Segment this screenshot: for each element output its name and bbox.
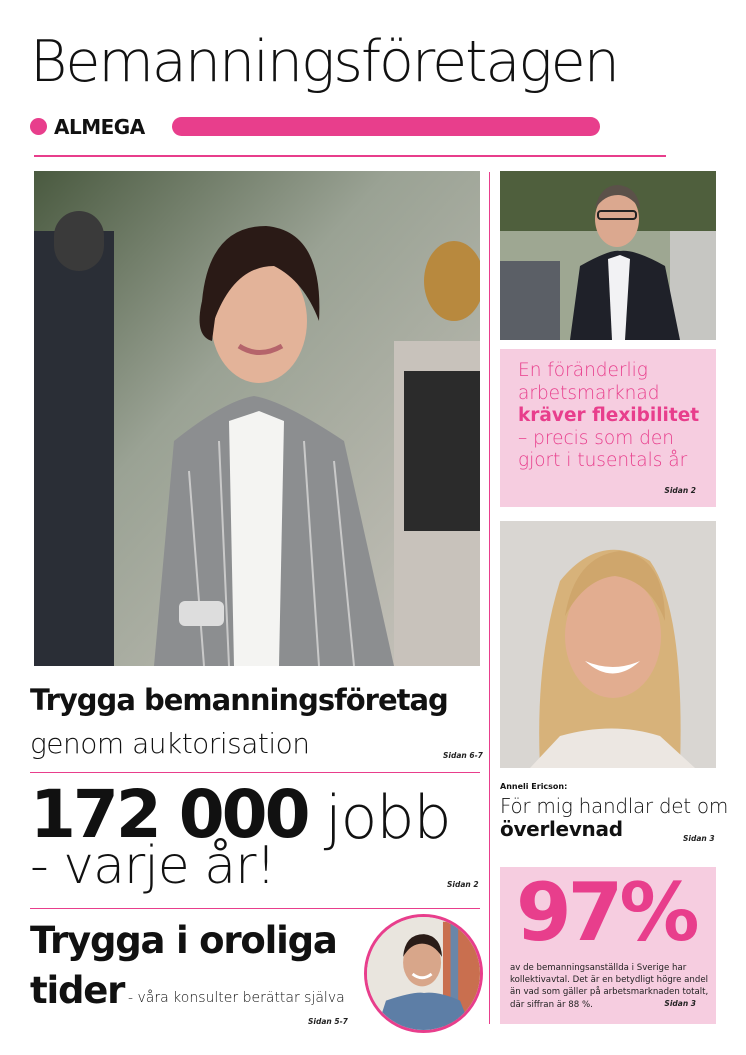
column-divider (489, 172, 490, 1024)
quote-bold: överlevnad (500, 817, 623, 841)
quote-source: Sidan 3 (683, 834, 715, 843)
person-name: Anneli Ericson: (500, 782, 568, 791)
stat-value: 97% (516, 866, 696, 959)
story-b-word: jobb (325, 783, 451, 853)
story-c-source: Sidan 5-7 (308, 1017, 348, 1026)
stat-box (500, 867, 716, 1024)
quote-lead: För mig handlar det om (500, 794, 729, 818)
story-c-headline-line1: Trygga i oroliga (30, 919, 337, 962)
story-b-number: 172 000 (30, 776, 308, 853)
brand-logo: ALMEGA (54, 115, 145, 139)
teaser-box (500, 349, 716, 507)
stat-source: Sidan 3 (664, 999, 696, 1008)
story-a-headline: Trygga bemanningsföretag (30, 683, 448, 717)
teaser-source: Sidan 2 (664, 486, 696, 495)
story-c-tagline: - våra konsulter berättar själva (128, 990, 345, 1006)
brand-dot (30, 118, 47, 135)
man-photo (500, 171, 716, 340)
masthead-title: Bemanningsföretagen (30, 29, 618, 95)
story-divider (30, 772, 480, 773)
main-photo (34, 171, 480, 666)
brand-bar (30, 115, 600, 139)
woman-photo (500, 521, 716, 768)
story-b-subhead: - varje år! (30, 836, 276, 896)
stat-text: av de bemanningsanställda i Sverige har kollektivavtal. Det är en betydligt högre andel än vad som gäller på arbetsmarknaden totalt, där siffran är 88 %. (510, 963, 709, 1010)
teaser-lead: En föränderlig arbetsmarknad (518, 360, 660, 404)
top-divider (34, 155, 666, 157)
story-b-source: Sidan 2 (447, 880, 479, 889)
story-divider (30, 908, 480, 909)
story-a-source: Sidan 6-7 (443, 751, 483, 760)
story-a-subhead: genom auktorisation (30, 727, 310, 760)
teaser-bold: kräver flexibilitet (518, 405, 700, 426)
consultant-photo (364, 914, 483, 1033)
brand-stripe (172, 117, 600, 136)
story-c-headline-line2: tider (30, 969, 125, 1012)
teaser-rest: – precis som den gjort i tusentals år (518, 427, 688, 471)
